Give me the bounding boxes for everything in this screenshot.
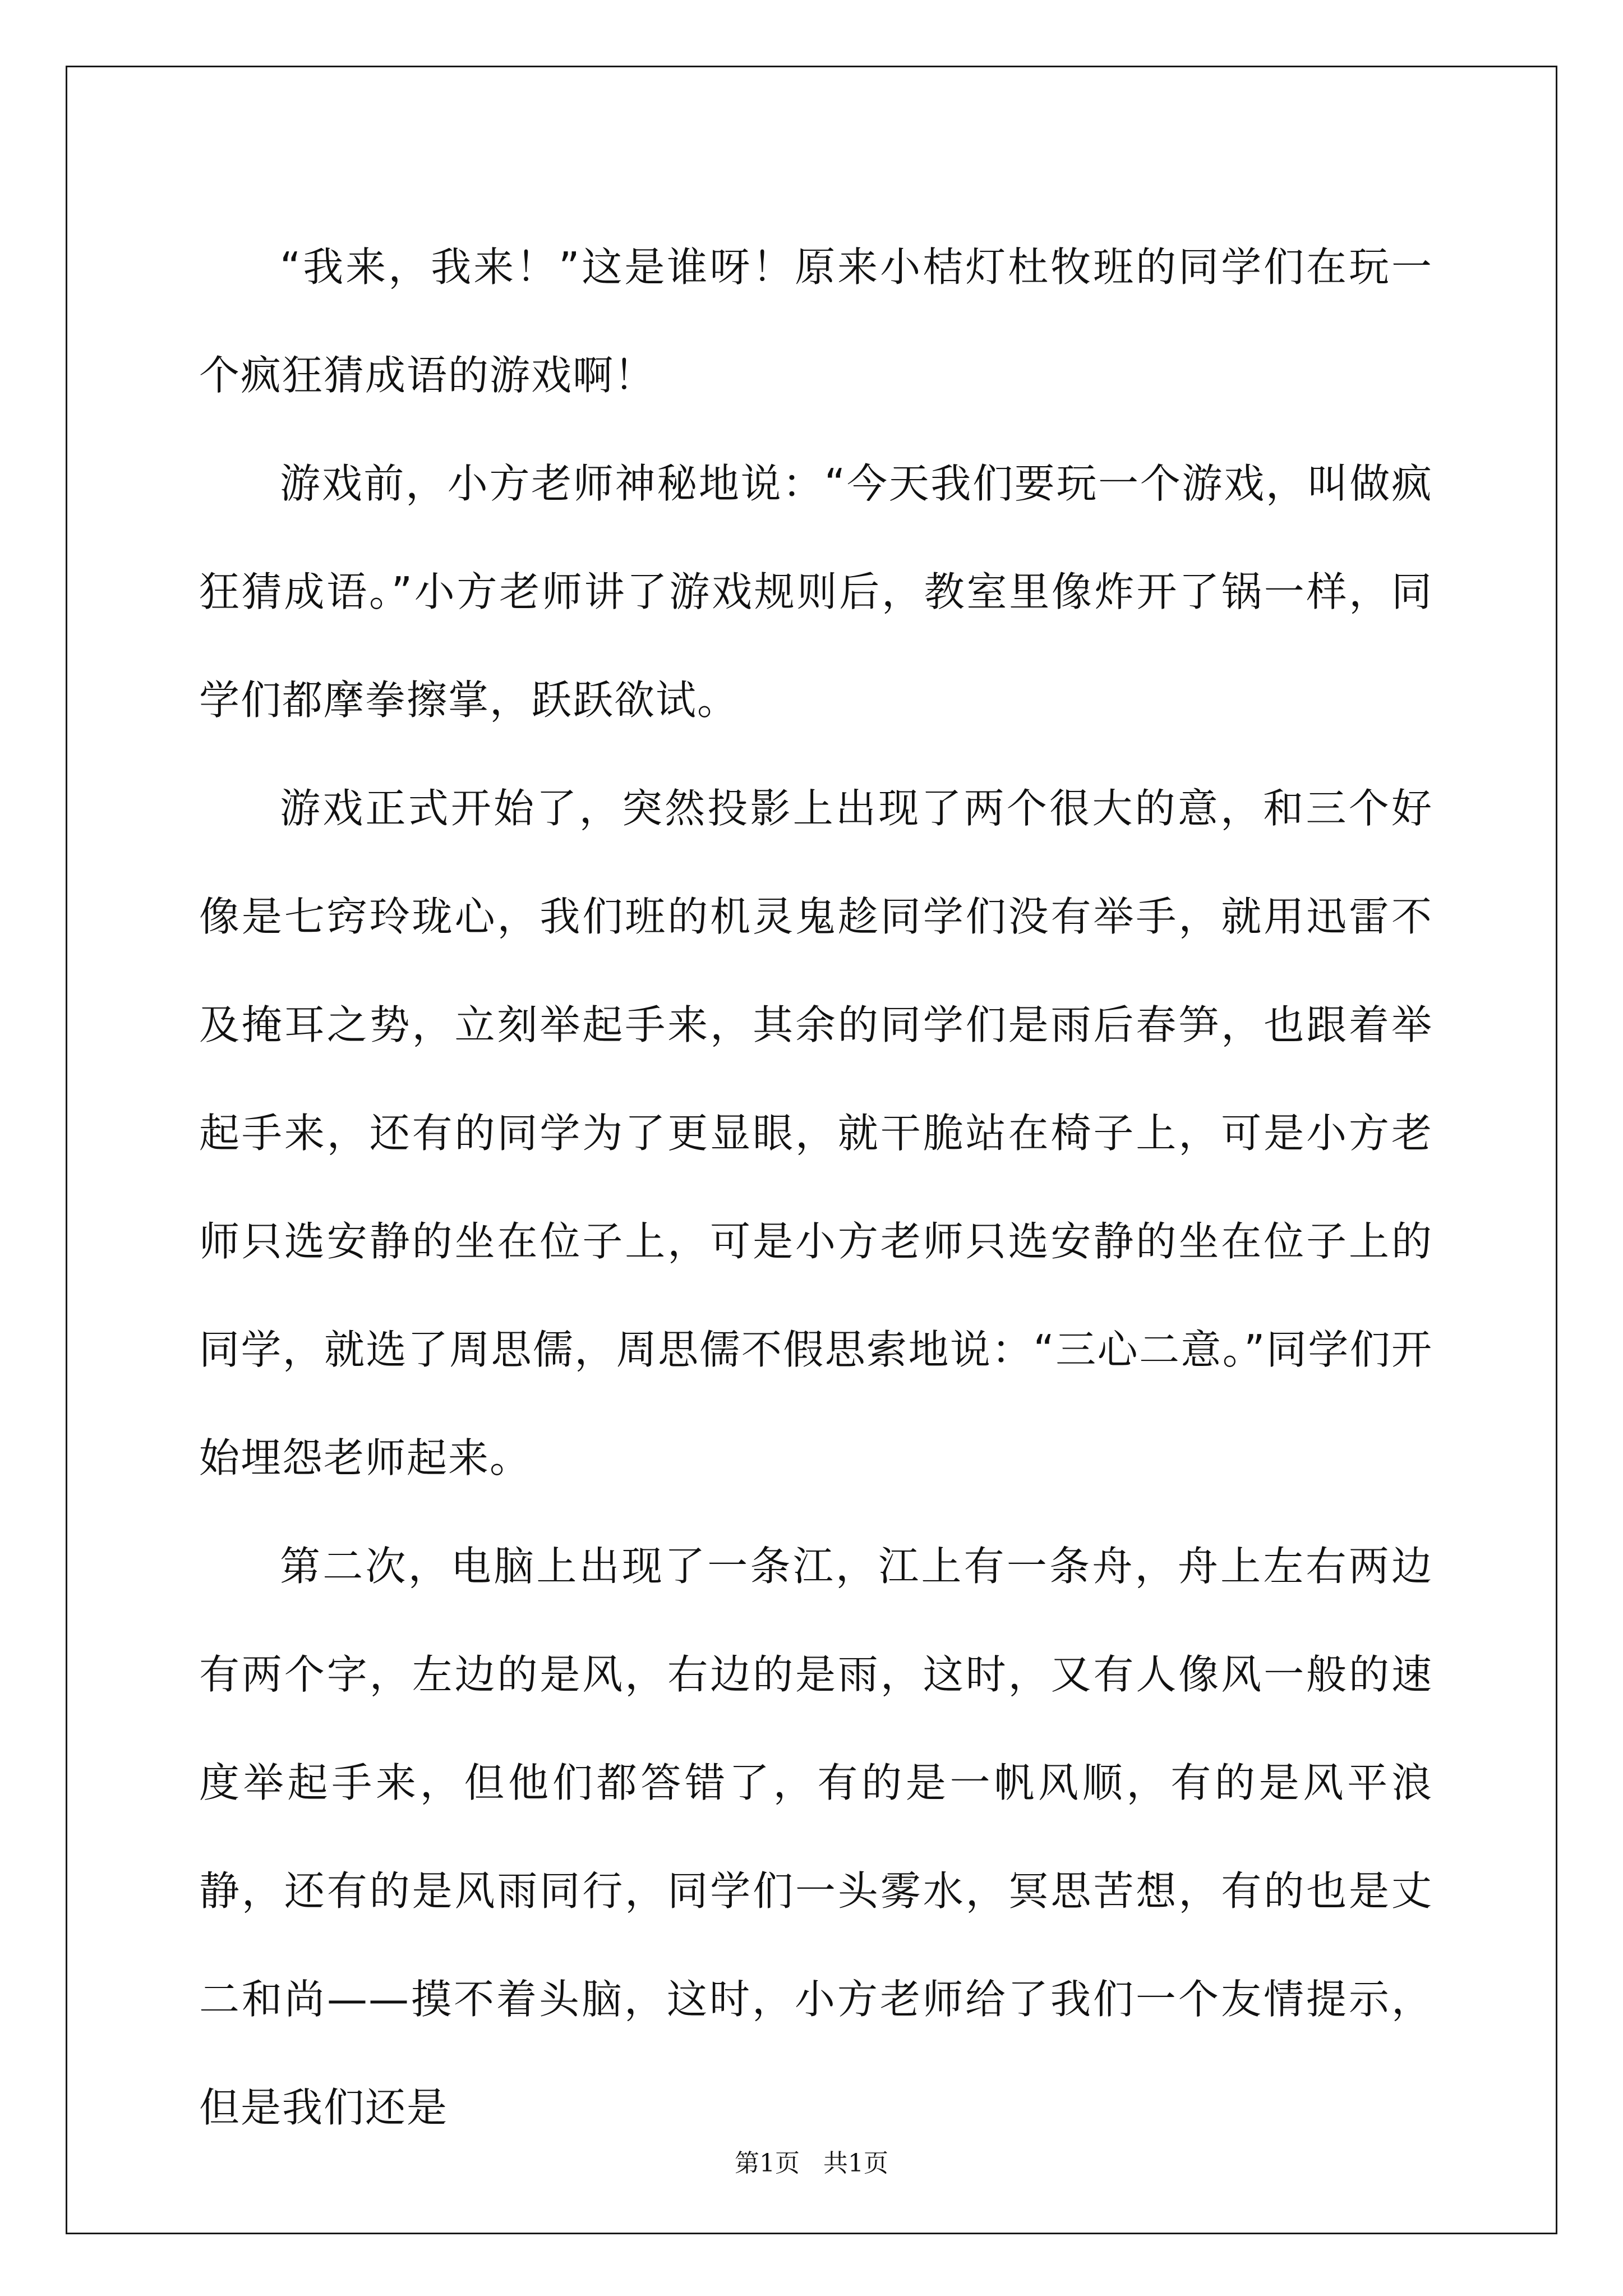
paragraph-1: “我来，我来！”这是谁呀！原来小桔灯杜牧班的同学们在玩一个疯狂猜成语的游戏啊！: [199, 243, 1433, 399]
document-body: [199, 213, 1433, 2162]
paragraph-3: 游戏正式开始了，突然投影上出现了两个很大的意，和三个好像是七窍玲珑心，我们班的机灵鬼趁同学们没有举手，就用迅雷不及掩耳之势，立刻举起手来，其余的同学们是雨后春笋，也跟着举起手来，还有的同学为了更显眼，就干脆站在椅子上，可是小方老师只选安静的坐在位子上，可是小方老师只选安静的坐在位子上的同学，就选了周思儒，周思儒不假思索地说：“三心二意。”同学们开始埋怨老师起来。: [199, 785, 1433, 1481]
paragraph-2: 游戏前，小方老师神秘地说：“今天我们要玩一个游戏，叫做疯狂猜成语。”小方老师讲了游戏规则后，教室里像炸开了锅一样，同学们都摩拳擦掌，跃跃欲试。: [199, 460, 1433, 724]
page-footer: 第1页 共1页: [735, 2149, 888, 2178]
paragraph-4: 第二次，电脑上出现了一条江，江上有一条舟，舟上左右两边有两个字，左边的是风，右边的是雨，这时，又有人像风一般的速度举起手来，但他们都答错了，有的是一帆风顺，有的是风平浪静，还有的是风雨同行，同学们一头雾水，冥思苦想，有的也是丈二和尚——摸不着头脑，这时，小方老师给了我们一个友情提示，但是我们还是: [199, 1543, 1433, 2131]
